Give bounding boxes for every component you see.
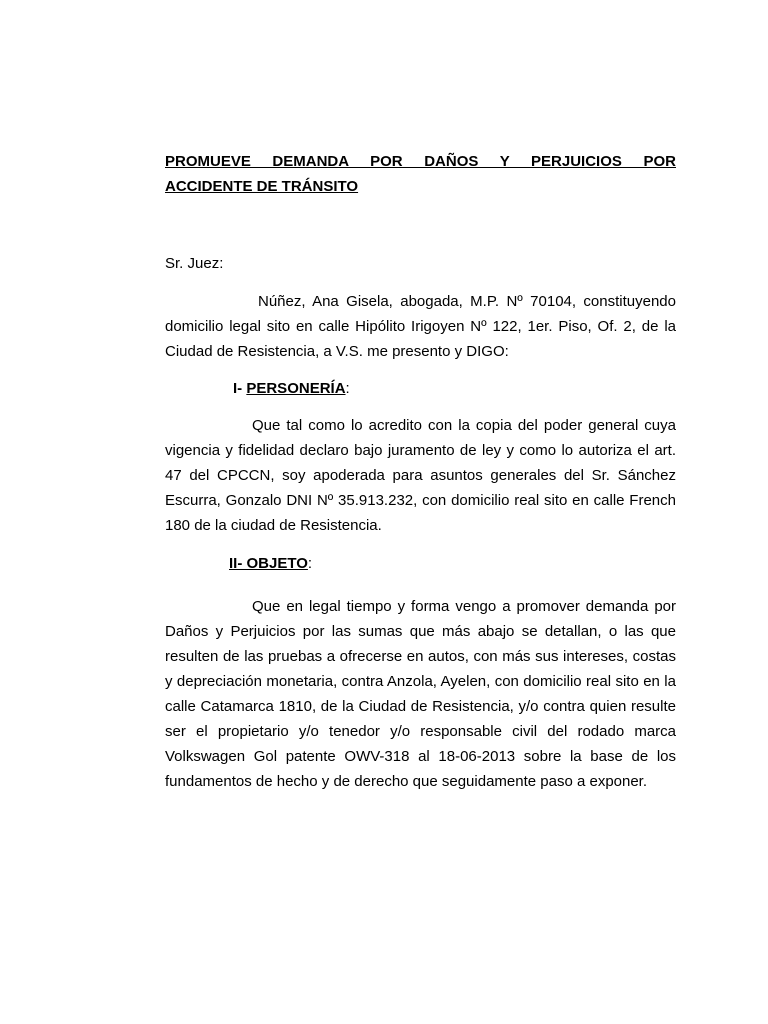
section-personeria-heading: [233, 376, 350, 401]
document-title: [165, 149, 676, 199]
section-personeria-body: Que tal como lo acredito con la copia del poder general cuya vigencia y fidelidad declaro bajo juramento de ley y como lo autoriza el art. 47 del CPCCN, soy apoderada para asuntos generales del Sr. Sánchez Escurra, Gonzalo DNI Nº 35.913.232, con domicilio real sito en calle French 180 de la ciudad de Resistencia.: [165, 417, 676, 534]
section-objeto-heading: [229, 551, 312, 576]
section-objeto-title: II- OBJETO: [229, 555, 308, 572]
salutation: Sr. Juez:: [165, 255, 224, 272]
section-personeria-number: I-: [233, 380, 243, 397]
intro-paragraph: Núñez, Ana Gisela, abogada, M.P. Nº 70104, constituyendo domicilio legal sito en calle Hipólito Irigoyen Nº 122, 1er. Piso, Of. 2, de la Ciudad de Resistencia, a V.S. me presento y DIGO:: [165, 293, 676, 360]
section-objeto-colon: :: [307, 555, 313, 572]
document-title-line-1: PROMUEVE DEMANDA POR DAÑOS Y PERJUICIOS POR: [165, 153, 676, 170]
section-objeto-body: Que en legal tiempo y forma vengo a promover demanda por Daños y Perjuicios por las sumas que más abajo se detallan, o las que resulten de las pruebas a ofrecerse en autos, con más sus intereses, costas y depreciación monetaria, contra Anzola, Ayelen, con domicilio real sito en la calle Catamarca 1810, de la Ciudad de Resistencia, y/o contra quien resulte ser el propietario y/o tenedor y/o responsable civil del rodado marca Volkswagen Gol patente OWV-318 al 18-06-2013 sobre la base de los fundamentos de hecho y de derecho que seguidamente paso a exponer.: [165, 598, 676, 790]
document-title-line-2: ACCIDENTE DE TRÁNSITO: [165, 178, 359, 195]
document-content: [165, 149, 676, 790]
section-personeria-colon: :: [345, 380, 350, 397]
section-personeria-title: PERSONERÍA: [246, 380, 346, 397]
